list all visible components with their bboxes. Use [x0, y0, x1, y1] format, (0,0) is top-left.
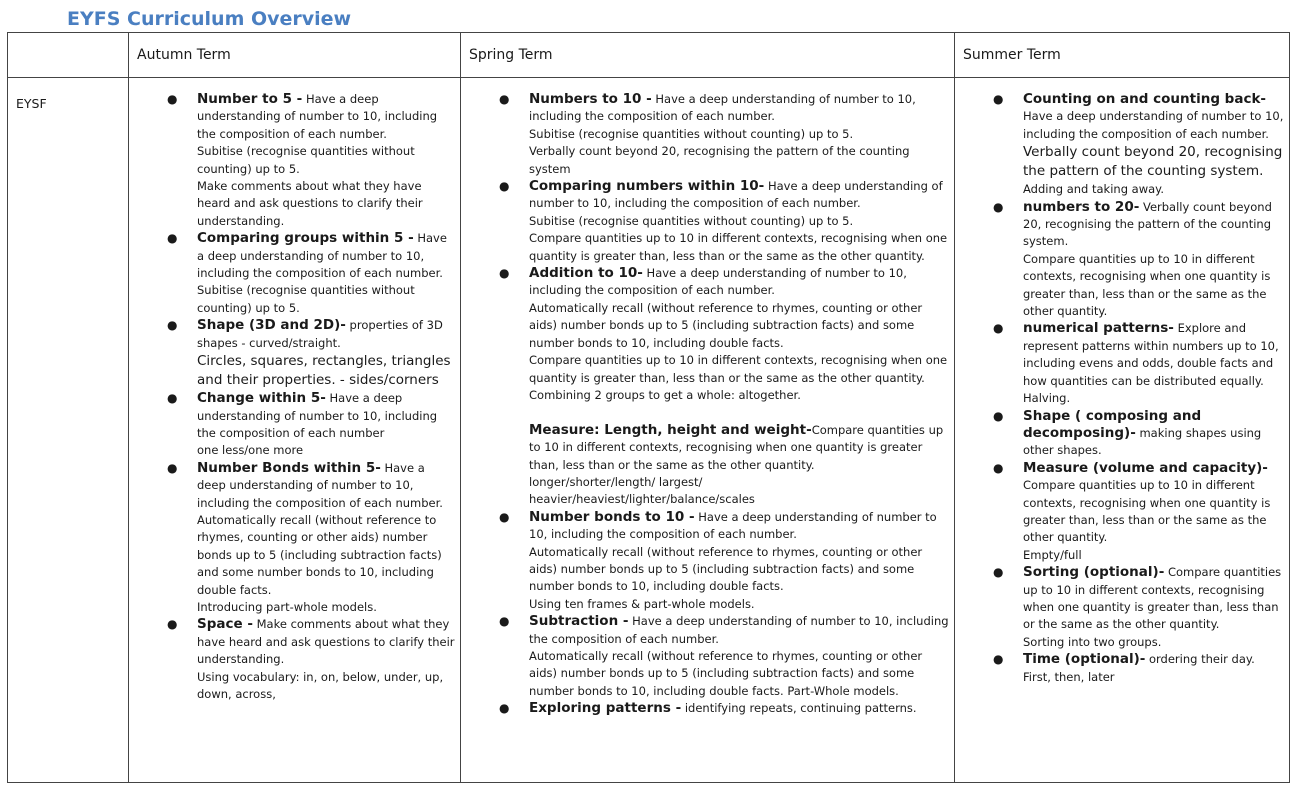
topic-text: one less/one more — [197, 443, 304, 458]
topic-heading: Shape (3D and 2D)- — [197, 317, 346, 334]
topic-item — [167, 91, 456, 230]
topic-text: Automatically recall (without reference to rhymes, counting or other aids) number bonds up to 5 (including subtraction facts) and some number bonds to 10, including double facts. Part-Whole models. — [529, 649, 923, 698]
topic-text: Empty/full — [1023, 547, 1082, 562]
topic-heading: Time (optional)- — [1023, 651, 1146, 668]
autumn-topic-list — [167, 91, 456, 703]
bullet-icon: ● — [167, 231, 178, 246]
curriculum-table — [7, 32, 1290, 783]
topic-text: Have a deep understanding of number to 10, including the composition of each number. — [529, 614, 949, 646]
topic-text: Automatically recall (without reference to rhymes, counting or other aids) number bonds up to 5 (including subtraction facts) and some number bonds to 10, including double facts. — [529, 544, 923, 594]
topic-item — [993, 91, 1285, 199]
topic-item — [993, 198, 1285, 321]
topic-text: Automatically recall (without reference to rhymes, counting or other aids) number bonds up to 5 (including subtraction facts) and some number bonds to 10, including double facts. — [529, 300, 923, 350]
topic-item — [993, 459, 1285, 564]
topic-text: identifying repeats, continuing patterns. — [684, 701, 917, 716]
topic-subheading: Measure: Length, height and weight- — [529, 421, 812, 438]
topic-text: Subitise (recognise quantities without counting) up to 5. — [197, 144, 415, 176]
topic-item — [993, 407, 1285, 460]
topic-heading: Numbers to 10 - — [529, 91, 652, 107]
autumn-cell — [129, 78, 461, 783]
topic-text: longer/shorter/length/ largest/ — [529, 474, 703, 489]
topic-heading: Comparing numbers within 10- — [529, 178, 765, 195]
topic-item — [993, 564, 1285, 651]
bullet-icon: ● — [167, 318, 178, 333]
topic-heading: Space - — [197, 616, 253, 633]
topic-heading: Number to 5 - — [197, 91, 303, 107]
row-label: EYSF — [8, 78, 129, 783]
bullet-icon: ● — [993, 92, 1004, 106]
bullet-icon: ● — [499, 266, 510, 281]
topic-heading: Sorting (optional)- — [1023, 564, 1165, 581]
topic-text: Compare quantities up to 10 in different contexts, recognising when one quantity is greater than, less than or the same as the other quantity. — [1023, 478, 1271, 545]
topic-item — [167, 459, 456, 617]
topic-text: Have a deep understanding of number to 10, including the composition of each number. — [197, 460, 443, 510]
topic-item — [993, 651, 1285, 686]
bullet-icon: ● — [499, 179, 510, 194]
topic-text: Verbally count beyond 20, recognising the pattern of the counting system. — [1023, 199, 1272, 249]
topic-text: Compare quantities up to 10 in different contexts, recognising when one quantity is greater than, less than or the same as the other quantity. — [1023, 251, 1271, 319]
eysf-row — [8, 78, 1290, 783]
topic-text: Combining 2 groups to get a whole: altogether. — [529, 387, 801, 402]
bullet-icon: ● — [499, 701, 510, 716]
topic-item — [499, 508, 950, 613]
bullet-icon: ● — [167, 617, 178, 632]
bullet-icon: ● — [167, 391, 178, 406]
topic-text: Compare quantities up to 10 in different contexts, recognising when one quantity is greater than, less than or the same as the other quantity. — [529, 353, 948, 385]
topic-item — [167, 390, 456, 460]
topic-heading: Change within 5- — [197, 390, 326, 407]
topic-text: heavier/heaviest/lighter/balance/scales — [529, 492, 755, 507]
topic-text: First, then, later — [1023, 669, 1115, 684]
header-row — [8, 33, 1290, 78]
topic-text: Have a deep understanding of number to 10, including the composition of each number — [197, 391, 438, 440]
topic-text: Adding and taking away. — [1023, 182, 1164, 197]
topic-heading: Addition to 10- — [529, 265, 643, 282]
bullet-icon: ● — [499, 614, 510, 629]
header-autumn-term: Autumn Term — [129, 33, 461, 78]
page-title: EYFS Curriculum Overview — [67, 8, 352, 30]
topic-text: Sorting into two groups. — [1023, 634, 1162, 649]
topic-text: Verbally count beyond 20, recognising the pattern of the counting system — [529, 144, 910, 176]
topic-text: Have a deep understanding of number to 10, including the composition of each number. — [197, 92, 438, 141]
bullet-icon: ● — [993, 321, 1004, 336]
bullet-icon: ● — [993, 199, 1004, 214]
topic-item — [499, 613, 950, 700]
bullet-icon: ● — [993, 652, 1004, 667]
topic-heading: Number bonds to 10 - — [529, 508, 695, 525]
topic-text: Introducing part-whole models. — [197, 599, 377, 614]
topic-text-large: Verbally count beyond 20, recognising the pattern of the counting system. — [1023, 144, 1283, 180]
topic-text: Have a deep understanding of number to 10, including the composition of each number. — [529, 266, 907, 298]
topic-item — [993, 320, 1285, 407]
topic-heading: Exploring patterns - — [529, 700, 682, 717]
topic-heading: Comparing groups within 5 - — [197, 230, 414, 247]
topic-text: Using ten frames & part-whole models. — [529, 596, 755, 611]
spring-cell — [461, 78, 955, 783]
topic-item — [499, 700, 950, 717]
topic-text: Make comments about what they have heard and ask questions to clarify their understanding. — [197, 179, 423, 228]
topic-item — [167, 616, 456, 703]
header-spring-term: Spring Term — [461, 33, 955, 78]
topic-text: Have a deep understanding of number to 10, including the composition of each number. — [1023, 109, 1284, 141]
bullet-icon: ● — [499, 92, 510, 106]
bullet-icon: ● — [993, 460, 1004, 475]
topic-text: properties of 3D shapes - curved/straight. — [197, 318, 443, 350]
topic-item — [167, 317, 456, 390]
bullet-icon: ● — [499, 509, 510, 524]
bullet-icon: ● — [993, 565, 1004, 580]
topic-text: Have a deep understanding of number to 10, including the composition of each number. — [197, 231, 447, 281]
topic-heading: numbers to 20- — [1023, 198, 1140, 215]
topic-text: Compare quantities up to 10 in different contexts, recognising when one quantity is greater than, less than or the same as the other quantity. — [1023, 565, 1282, 632]
topic-text: Have a deep understanding of number to 10, including the composition of each number. — [529, 179, 943, 211]
summer-cell — [955, 78, 1290, 783]
topic-item — [499, 178, 950, 265]
bullet-icon: ● — [993, 408, 1004, 423]
topic-heading: Measure (volume and capacity)- — [1023, 459, 1268, 476]
topic-item — [167, 230, 456, 317]
topic-text: ordering their day. — [1149, 652, 1255, 667]
topic-heading: numerical patterns- — [1023, 320, 1174, 337]
topic-text: Using vocabulary: in, on, below, under, up, down, across, — [197, 669, 444, 701]
topic-text: Subitise (recognise quantities without counting) up to 5. — [529, 126, 854, 141]
topic-item — [499, 265, 950, 509]
topic-text-large: Circles, squares, rectangles, triangles and their properties. - sides/corners — [197, 353, 451, 389]
topic-text: Compare quantities up to 10 in different contexts, recognising when one quantity is greater than, less than or the same as the other quantity. — [529, 422, 944, 472]
topic-text: Compare quantities up to 10 in different contexts, recognising when one quantity is greater than, less than or the same as the other quantity. — [529, 231, 948, 263]
topic-text: Have a deep understanding of number to 10, including the composition of each number. — [529, 509, 937, 542]
topic-text: making shapes using other shapes. — [1023, 425, 1262, 458]
topic-text: Make comments about what they have heard and ask questions to clarify their understanding. — [197, 617, 455, 667]
topic-text: Subitise (recognise quantities without counting) up to 5. — [197, 283, 415, 315]
topic-text: Subitise (recognise quantities without counting) up to 5. — [529, 213, 854, 228]
topic-text: Explore and represent patterns within numbers up to 10, including evens and odds, double facts and how quantities can be distributed equally. Halving. — [1023, 321, 1279, 406]
topic-text: Have a deep understanding of number to 10, including the composition of each number. — [529, 92, 916, 124]
topic-item — [499, 91, 950, 178]
bullet-icon: ● — [167, 460, 178, 475]
topic-heading: Counting on and counting back- — [1023, 91, 1267, 107]
topic-text: Automatically recall (without reference to rhymes, counting or other aids) number bonds up to 5 (including subtraction facts) and some number bonds to 10, including double facts. — [197, 512, 442, 597]
topic-heading: Shape ( composing and decomposing)- — [1023, 407, 1202, 441]
topic-heading: Subtraction - — [529, 613, 629, 630]
header-summer-term: Summer Term — [955, 33, 1290, 78]
header-blank — [8, 33, 129, 78]
spring-topic-list — [499, 91, 950, 718]
bullet-icon: ● — [167, 92, 178, 106]
topic-heading: Number Bonds within 5- — [197, 459, 381, 476]
summer-topic-list — [993, 91, 1285, 686]
